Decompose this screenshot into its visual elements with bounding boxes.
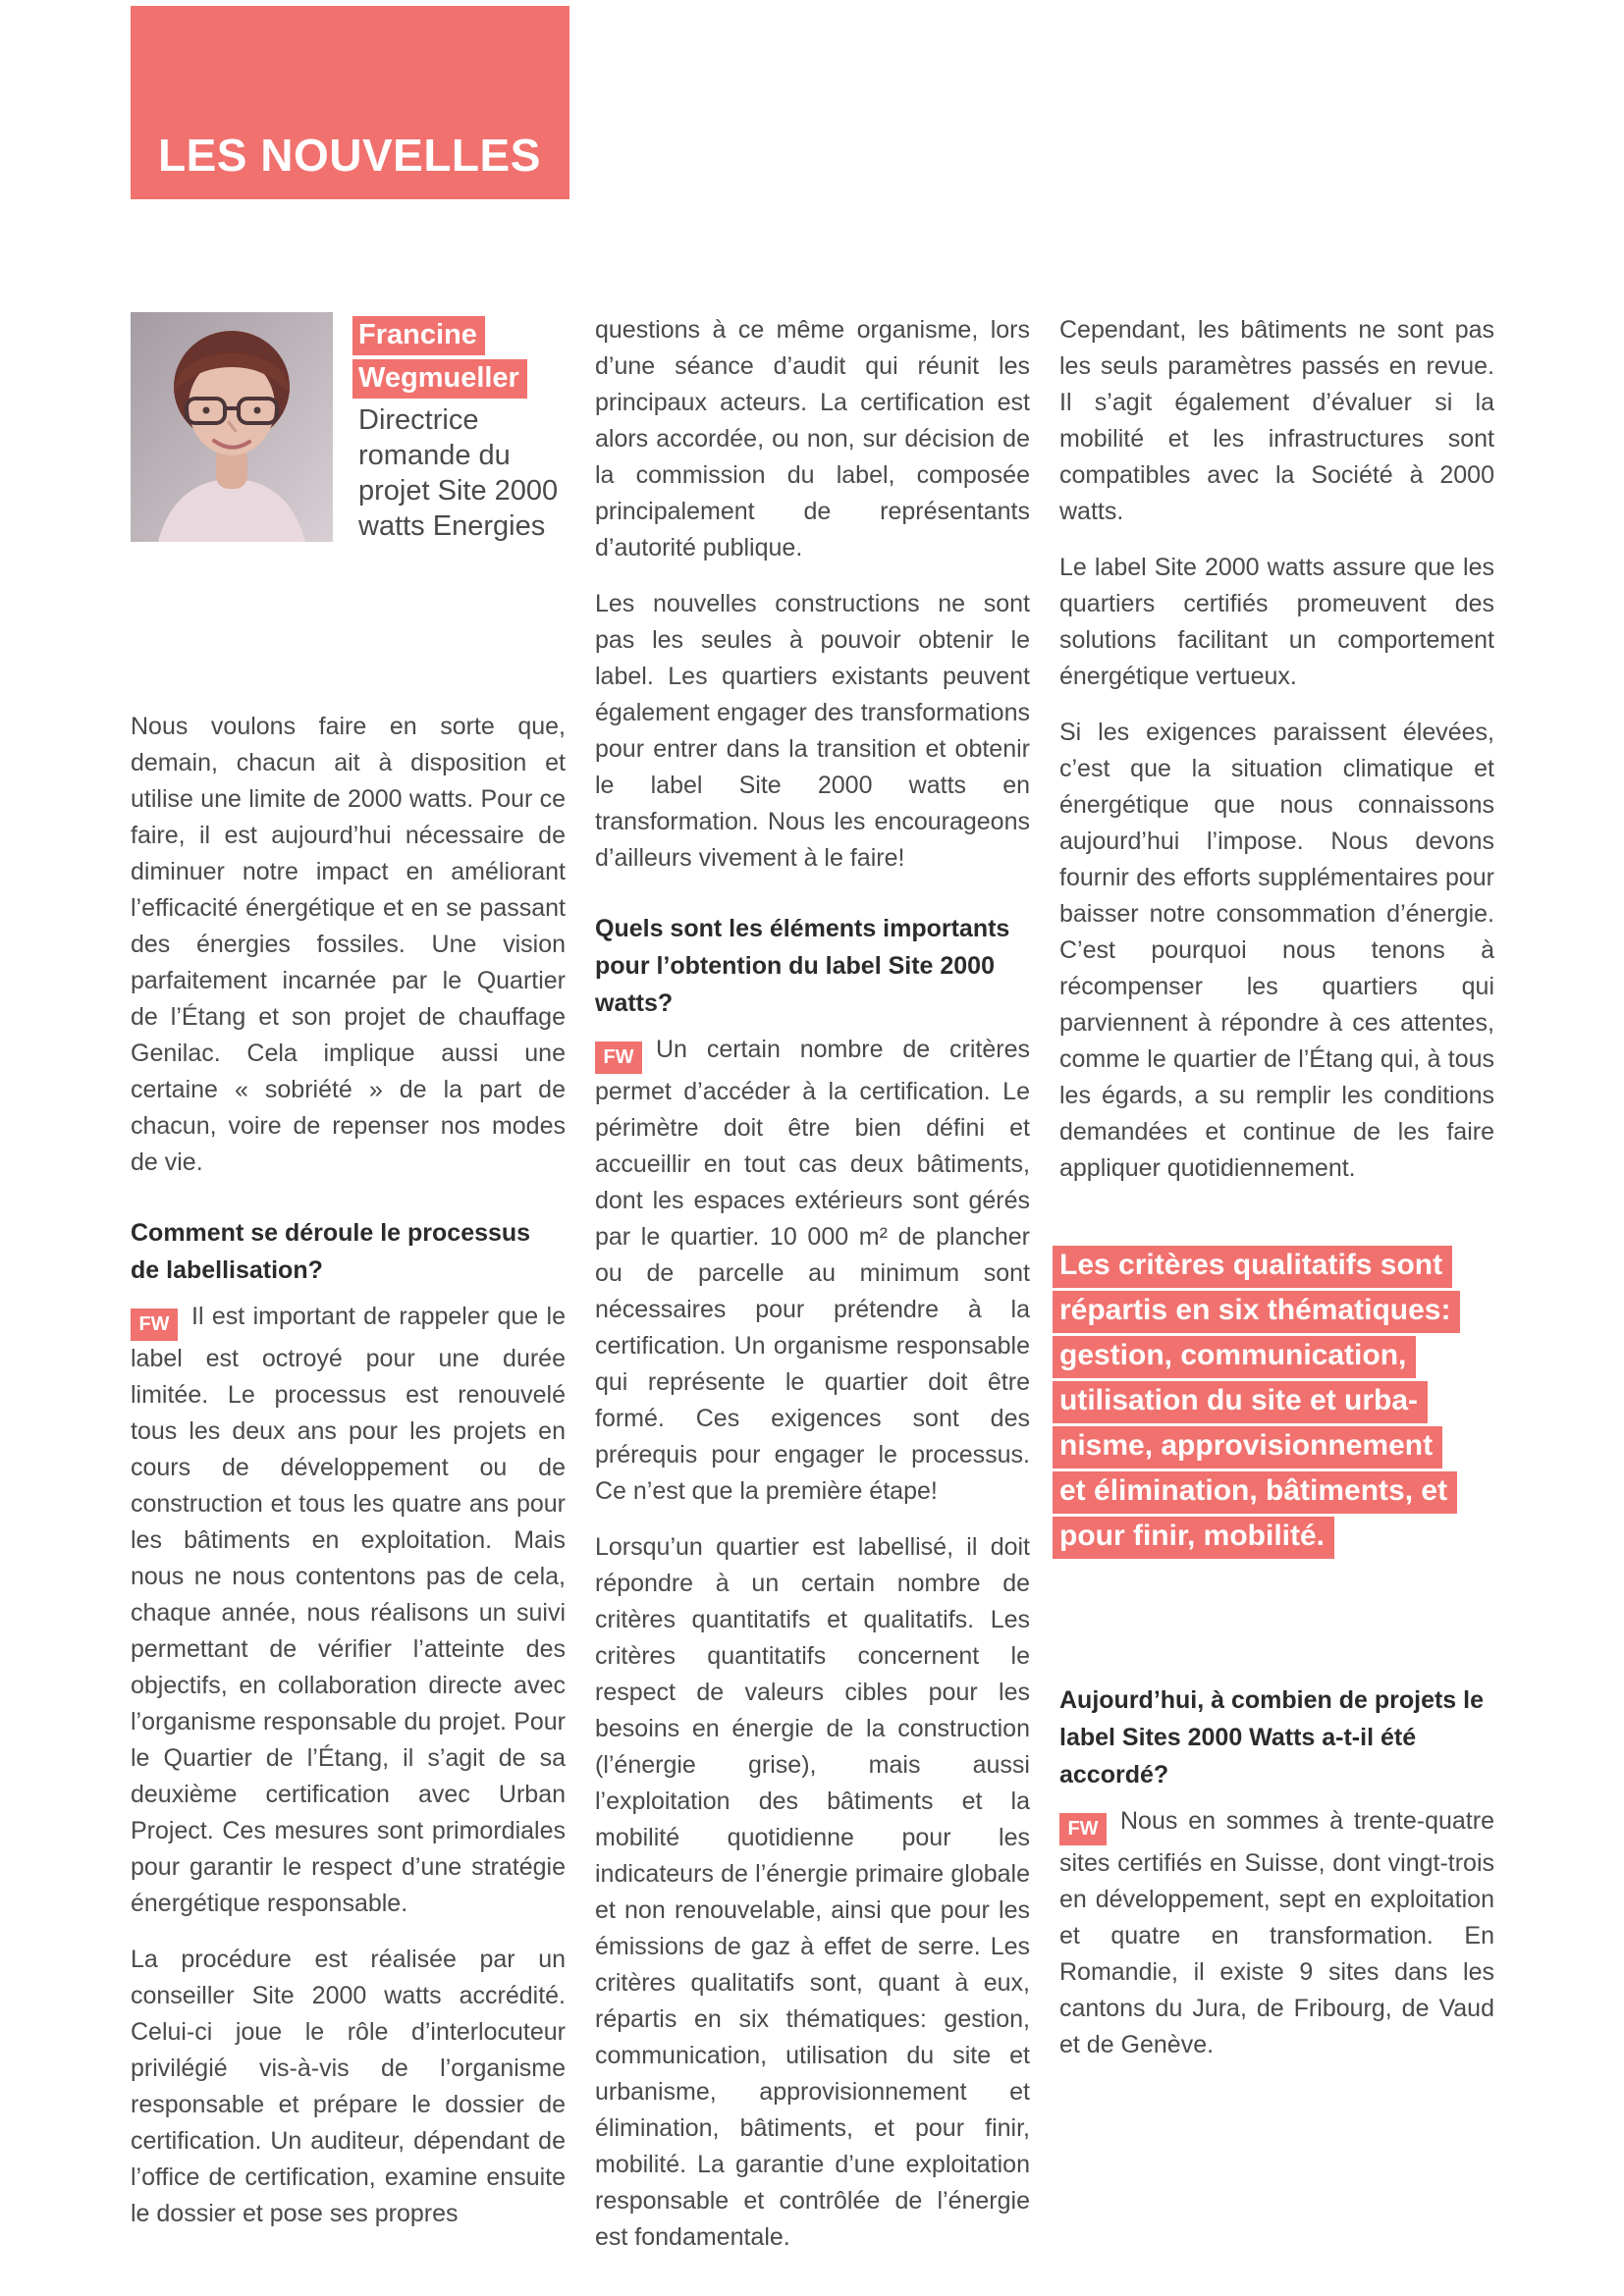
paragraph: questions à ce même organisme, lors d’une séance d’audit qui réunit les principaux acteurs. La certification est alors accordée, ou non, sur décision de la commission du label, composée principalement de représentants d’autorité publique. bbox=[595, 316, 1030, 561]
interviewee-role-line: romande du bbox=[358, 440, 511, 471]
paragraph: La procédure est réalisée par un conseiller Site 2000 watts accrédité. Celui-ci joue le rôle d’interlocuteur privilégié vis-à-vis de l’organisme responsable et prépare le dossier de certification. Un auditeur, dépendant de l’office de certification, examine ensuite le dossier et pose ses propres bbox=[131, 1946, 566, 2227]
answer-text: Il est important de rappeler que le label est octroyé pour une durée limitée. Le processus est renouvelé tous les deux ans pour les projets en cours de développement ou de construction et tous les quatre ans pour les bâtiments en exploitation. Mais nous ne nous contentons pas de cela, chaque année, nous réalisons un suivi permettant de vérifier l’atteinte des objectifs, en collaboration directe avec l’organisme responsable du projet. Pour le Quartier de l’Étang, il s’agit de sa deuxième certification avec Urban Project. Ces mesures sont primordiales pour garantir le respect d’une stratégie énergétique responsable. bbox=[131, 1303, 566, 1917]
portrait-illustration bbox=[131, 312, 333, 542]
interviewee-caption bbox=[358, 312, 566, 542]
paragraph: Le label Site 2000 watts assure que les quartiers certifiés promeuvent des solutions facilitant un comportement énergétique vertueux. bbox=[1059, 554, 1494, 690]
paragraph: Les nouvelles constructions ne sont pas les seules à pouvoir obtenir le label. Les quartiers existants peuvent également engager des transformations pour entrer dans la transition et obtenir le label Site 2000 watts en transformation. Nous les encourageons d’ailleurs vivement à le faire! bbox=[595, 590, 1030, 872]
pull-quote-line: nisme, approvisionnement bbox=[1053, 1426, 1442, 1468]
answer-paragraph bbox=[131, 1299, 566, 1922]
question-heading: Comment se déroule le processus de labellisation? bbox=[131, 1219, 531, 1284]
column-1 bbox=[131, 312, 566, 2275]
page-title: LES NOUVELLES bbox=[158, 130, 541, 181]
column-2 bbox=[595, 312, 1030, 2275]
pull-quote-line: et élimination, bâtiments, et bbox=[1053, 1471, 1457, 1514]
paragraph: Cependant, les bâtiments ne sont pas les seuls paramètres passés en revue. Il s’agit également d’évaluer si la mobilité et les infrastructures sont compatibles avec la Société à 2000 watts. bbox=[1059, 316, 1494, 525]
interviewee-role-line: watts Energies bbox=[358, 510, 546, 542]
pull-quote-line: répartis en six thématiques: bbox=[1053, 1291, 1460, 1333]
portrait-photo bbox=[131, 312, 333, 542]
interviewee-lastname: Wegmueller bbox=[352, 359, 527, 399]
answer-paragraph bbox=[1059, 1803, 1494, 2063]
paragraph: Lorsqu’un quartier est labellisé, il doit répondre à un certain nombre de critères quantitatifs et qualitatifs. Les critères quantitatifs concernent le respect de valeurs cibles pour les besoins en énergie de la construction (l’énergie grise), mais aussi l’exploitation des bâtiments et la mobilité quotidienne pour les indicateurs de l’énergie primaire globale et non renouvelable, ainsi que pour les émissions de gaz à effet de serre. Les critères qualitatifs sont, quant à eux, répartis en six thématiques: gestion, communication, utilisation du site et urbanisme, approvisionnement et élimination, bâtiments, et pour finir, mobilité. La garantie d’une exploitation responsable et contrôlée de l’énergie est fondamentale. bbox=[595, 1533, 1030, 2251]
masthead-banner bbox=[131, 6, 569, 199]
question-heading: Quels sont les éléments importants pour l’obtention du label Site 2000 watts? bbox=[595, 915, 1010, 1017]
answer-text: Nous en sommes à trente-quatre sites certifiés en Suisse, dont vingt-trois en développement, sept en exploitation et quatre en transformation. En Romandie, il existe 9 sites dans les cantons du Jura, de Fribourg, de Vaud et de Genève. bbox=[1059, 1807, 1494, 2058]
column-3 bbox=[1059, 312, 1494, 2275]
speaker-badge-fw: FW bbox=[131, 1308, 178, 1341]
answer-text: Un certain nombre de critères permet d’accéder à la certification. Le périmètre doit être bien défini et accueillir en tout cas deux bâtiments, dont les espaces extérieurs sont gérés par le quartier. 10 000 m² de plancher ou de parcelle au minimum sont nécessaires pour prétendre à la certification. Un organisme responsable qui représente le quartier doit être formé. Ces exigences sont des prérequis pour engager le processus. Ce n’est que la première étape! bbox=[595, 1036, 1030, 1505]
interviewee-bio bbox=[131, 312, 566, 542]
speaker-badge-fw: FW bbox=[1059, 1813, 1107, 1845]
pull-quote-line: Les critères qualitatifs sont bbox=[1053, 1246, 1452, 1288]
answer-paragraph bbox=[595, 1032, 1030, 1510]
paragraph: Si les exigences paraissent élevées, c’est que la situation climatique et énergétique que nous connaissons aujourd’hui l’impose. Nous devons fournir des efforts supplémentaires pour baisser notre consommation d’énergie. C’est pourquoi nous tenons à récompenser les quartiers qui parviennent à répondre à ces attentes, comme le quartier de l’Étang qui, à tous les égards, a su remplir les conditions demandées et continue de les faire appliquer quotidiennement. bbox=[1059, 719, 1494, 1182]
pull-quote-line: pour finir, mobilité. bbox=[1053, 1517, 1334, 1559]
pull-quote-line: utilisation du site et urba- bbox=[1053, 1381, 1428, 1423]
interviewee-firstname: Francine bbox=[352, 316, 485, 355]
pull-quote bbox=[1059, 1244, 1494, 1560]
interviewee-role-line: projet Site 2000 bbox=[358, 475, 559, 507]
article-columns bbox=[131, 312, 1553, 2275]
question-heading: Aujourd’hui, à combien de projets le label Sites 2000 Watts a-t-il été accordé? bbox=[1059, 1686, 1484, 1789]
paragraph: Nous voulons faire en sorte que, demain, chacun ait à disposition et utilise une limite de 2000 watts. Pour ce faire, il est aujourd’hui nécessaire de diminuer notre impact en améliorant l’efficacité énergétique et en se passant des énergies fossiles. Une vision parfaitement incarnée par le Quartier de l’Étang et son projet de chauffage Genilac. Cela implique aussi une certaine « sobriété » de la part de chacun, voire de repenser nos modes de vie. bbox=[131, 713, 566, 1176]
speaker-badge-fw: FW bbox=[595, 1041, 642, 1074]
interviewee-role-line: Directrice bbox=[358, 404, 479, 436]
pull-quote-line: gestion, communication, bbox=[1053, 1336, 1416, 1378]
